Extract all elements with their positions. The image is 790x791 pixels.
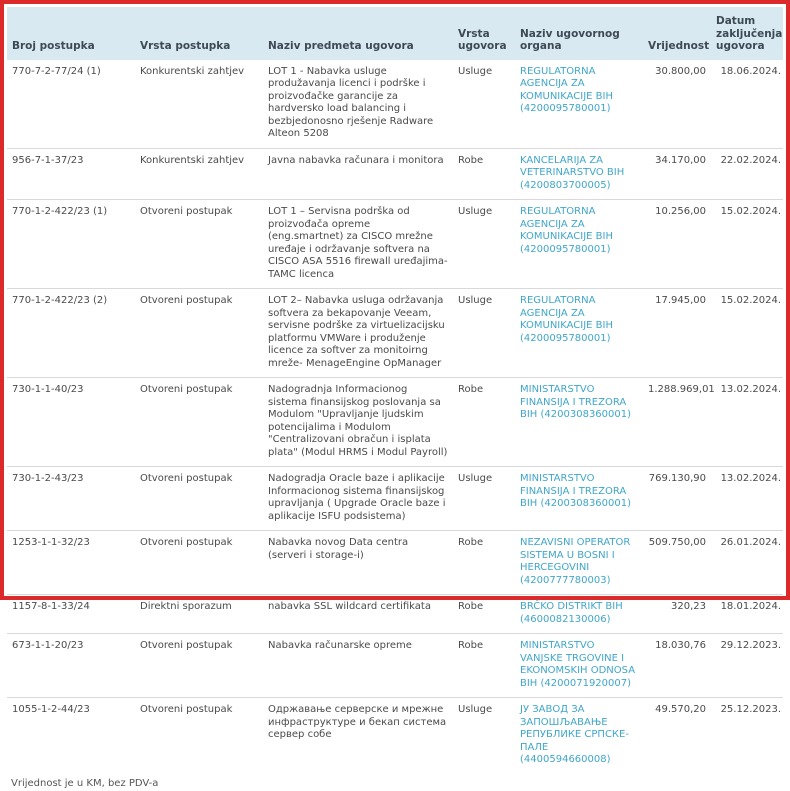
contracting-authority-cell bbox=[515, 289, 643, 378]
contracting-authority-link[interactable]: REGULATORNA AGENCIJA ZA KOMUNIKACIJE BIH (4200095780001) bbox=[520, 206, 614, 255]
contract-value-cell: 320,23 bbox=[643, 595, 711, 634]
procedure-type-cell: Otvoreni postupak bbox=[135, 531, 263, 595]
column-header-procedure-number: Broj postupka bbox=[7, 7, 135, 60]
contract-value-cell: 1.288.969,01 bbox=[643, 378, 711, 467]
contract-value-cell: 509.750,00 bbox=[643, 531, 711, 595]
contract-type-cell: Robe bbox=[453, 378, 515, 467]
contract-type-cell: Usluge bbox=[453, 289, 515, 378]
contract-value-cell: 30.800,00 bbox=[655, 65, 706, 77]
contracting-authority-link[interactable]: ЈУ ЗАВОД ЗА ЗАПОШЉАВАЊЕ РЕПУБЛИКЕ СРПСКЕ-ПАЛЕ (4400594660008) bbox=[520, 704, 629, 765]
conclusion-date-cell: 18.01.2024. bbox=[711, 595, 783, 634]
contract-subject-cell: Nabavka novog Data centra (serveri i storage-i) bbox=[263, 531, 453, 595]
procedure-type-cell: Konkurentski zahtjev bbox=[135, 148, 263, 200]
contract-type-cell: Usluge bbox=[453, 467, 515, 531]
contracts-table bbox=[7, 7, 783, 774]
procedure-number-cell: 956-7-1-37/23 bbox=[7, 148, 135, 200]
table-row bbox=[7, 467, 783, 531]
table-row bbox=[7, 60, 783, 149]
procedure-type-cell: Otvoreni postupak bbox=[135, 200, 263, 289]
contract-type-cell: Usluge bbox=[458, 65, 493, 77]
procedure-number-cell: 673-1-1-20/23 bbox=[7, 634, 135, 698]
procedure-type-cell: Otvoreni postupak bbox=[135, 467, 263, 531]
contract-subject-cell: Nadogradja Oracle baze i aplikacije Informacionog sistema finansijskog upravljanja ( Upgrade Oracle baze i aplikacije ISFU podsistema) bbox=[263, 467, 453, 531]
contracting-authority-cell bbox=[515, 467, 643, 531]
contract-subject-cell: LOT 1 - Nabavka usluge produžavanja licenci i podrške i proizvođačke garancije za hardversko load balancing i bezbjedonosno rješenje Radware Alteon 5208 bbox=[268, 65, 434, 139]
table-row bbox=[7, 698, 783, 774]
procedure-type-cell: Otvoreni postupak bbox=[135, 378, 263, 467]
column-header-procedure-type: Vrsta postupka bbox=[135, 7, 263, 60]
contract-value-cell: 18.030,76 bbox=[643, 634, 711, 698]
column-header-contract-subject: Naziv predmeta ugovora bbox=[263, 7, 453, 60]
contract-subject-cell: nabavka SSL wildcard certifikata bbox=[263, 595, 453, 634]
contract-subject-cell: Nadogradnja Informacionog sistema finansijskog poslovanja sa Modulom "Upravljanje ljudskim potencijalima i Modulom "Centralizovani obračun i isplata plata" (Modul HRMS i Modul Payroll) bbox=[263, 378, 453, 467]
contract-value-cell: 34.170,00 bbox=[643, 148, 711, 200]
table-row bbox=[7, 289, 783, 378]
contracting-authority-link[interactable]: REGULATORNA AGENCIJA ZA KOMUNIKACIJE BIH (4200095780001) bbox=[520, 295, 614, 344]
contracting-authority-cell bbox=[515, 634, 643, 698]
conclusion-date-cell: 25.12.2023. bbox=[711, 698, 783, 774]
column-header-value: Vrijednost bbox=[643, 7, 711, 60]
contracting-authority-cell bbox=[515, 60, 643, 149]
procedure-number-cell: 730-1-1-40/23 bbox=[7, 378, 135, 467]
contract-type-cell: Robe bbox=[453, 148, 515, 200]
conclusion-date-cell: 26.01.2024. bbox=[711, 531, 783, 595]
contract-type-cell: Usluge bbox=[453, 200, 515, 289]
procedure-type-cell: Otvoreni postupak bbox=[135, 634, 263, 698]
table-row bbox=[7, 378, 783, 467]
contract-type-cell: Usluge bbox=[453, 698, 515, 774]
contract-subject-cell: LOT 2– Nabavka usluga održavanja softvera za bekapovanje Veeam, servisne podrške za virtuelizacijsku platformu VMWare i produženje licence za softver za monitoirng mreže- MenageEngine OpManager bbox=[263, 289, 453, 378]
conclusion-date-cell: 22.02.2024. bbox=[711, 148, 783, 200]
contracting-authority-cell bbox=[515, 595, 643, 634]
table-row bbox=[7, 531, 783, 595]
contracting-authority-link[interactable]: NEZAVISNI OPERATOR SISTEMA U BOSNI I HERCEGOVINI (4200777780003) bbox=[520, 537, 631, 586]
procedure-number-cell: 1157-8-1-33/24 bbox=[7, 595, 135, 634]
contracting-authority-cell bbox=[515, 698, 643, 774]
contract-subject-cell: Javna nabavka računara i monitora bbox=[263, 148, 453, 200]
contract-subject-cell: Nabavka računarske opreme bbox=[263, 634, 453, 698]
contracting-authority-link[interactable]: MINISTARSTVO VANJSKE TRGOVINE I EKONOMSKIH ODNOSA BIH (4200071920007) bbox=[520, 640, 636, 689]
table-row bbox=[7, 634, 783, 698]
contract-type-cell: Robe bbox=[453, 595, 515, 634]
contracting-authority-link[interactable]: REGULATORNA AGENCIJA ZA KOMUNIKACIJE BIH (4200095780001) bbox=[520, 65, 614, 114]
procedure-type-cell: Konkurentski zahtjev bbox=[140, 65, 245, 77]
contracting-authority-link[interactable]: BRČKO DISTRIKT BIH (4600082130006) bbox=[520, 601, 623, 625]
table-row bbox=[7, 200, 783, 289]
conclusion-date-cell: 13.02.2024. bbox=[711, 467, 783, 531]
contract-value-cell: 769.130,90 bbox=[643, 467, 711, 531]
contracting-authority-cell bbox=[515, 378, 643, 467]
contract-type-cell: Robe bbox=[453, 634, 515, 698]
contracting-authority-cell bbox=[515, 200, 643, 289]
contract-value-cell: 17.945,00 bbox=[643, 289, 711, 378]
conclusion-date-cell: 13.02.2024. bbox=[711, 378, 783, 467]
contracting-authority-link[interactable]: KANCELARIJA ZA VETERINARSTVO BIH (4200803700005) bbox=[520, 154, 625, 191]
procedure-number-cell: 770-1-2-422/23 (2) bbox=[7, 289, 135, 378]
procedure-number-cell: 770-1-2-422/23 (1) bbox=[7, 200, 135, 289]
conclusion-date-cell: 18.06.2024. bbox=[720, 65, 781, 77]
contracting-authority-cell bbox=[515, 531, 643, 595]
procedure-number-cell: 730-1-2-43/23 bbox=[7, 467, 135, 531]
contracting-authority-cell bbox=[515, 148, 643, 200]
procedure-type-cell: Otvoreni postupak bbox=[135, 289, 263, 378]
contract-subject-cell: LOT 1 – Servisna podrška od proizvođača opreme (eng.smartnet) za CISCO mrežne uređaje i održavanje softvera na CISCO ASA 5516 firewall uređajima- TAMC licenca bbox=[263, 200, 453, 289]
table-row bbox=[7, 595, 783, 634]
procedure-number-cell: 1055-1-2-44/23 bbox=[7, 698, 135, 774]
procedure-number-cell: 1253-1-1-32/23 bbox=[7, 531, 135, 595]
procedure-type-cell: Direktni sporazum bbox=[135, 595, 263, 634]
column-header-conclusion-date: Datum zaključenja ugovora bbox=[711, 7, 783, 60]
procedure-type-cell: Otvoreni postupak bbox=[135, 698, 263, 774]
column-header-contracting-authority: Naziv ugovornog organa bbox=[515, 7, 643, 60]
value-currency-note: Vrijednost je u KM, bez PDV-a bbox=[11, 777, 159, 789]
contract-value-cell: 49.570,20 bbox=[643, 698, 711, 774]
procedure-number-cell: 770-7-2-77/24 (1) bbox=[12, 65, 101, 77]
conclusion-date-cell: 29.12.2023. bbox=[711, 634, 783, 698]
contract-subject-cell: Одржавање серверске и мрежне инфраструктуре и бекап система сервер собе bbox=[263, 698, 453, 774]
conclusion-date-cell: 15.02.2024. bbox=[711, 200, 783, 289]
contracting-authority-link[interactable]: MINISTARSTVO FINANSIJA I TREZORA BIH (4200308360001) bbox=[520, 473, 632, 509]
contract-type-cell: Robe bbox=[453, 531, 515, 595]
conclusion-date-cell: 15.02.2024. bbox=[711, 289, 783, 378]
column-header-contract-type: Vrsta ugovora bbox=[453, 7, 515, 60]
table-header bbox=[7, 7, 783, 60]
contract-value-cell: 10.256,00 bbox=[643, 200, 711, 289]
contracting-authority-link[interactable]: MINISTARSTVO FINANSIJA I TREZORA BIH (4200308360001) bbox=[520, 384, 632, 420]
table-row bbox=[7, 148, 783, 200]
